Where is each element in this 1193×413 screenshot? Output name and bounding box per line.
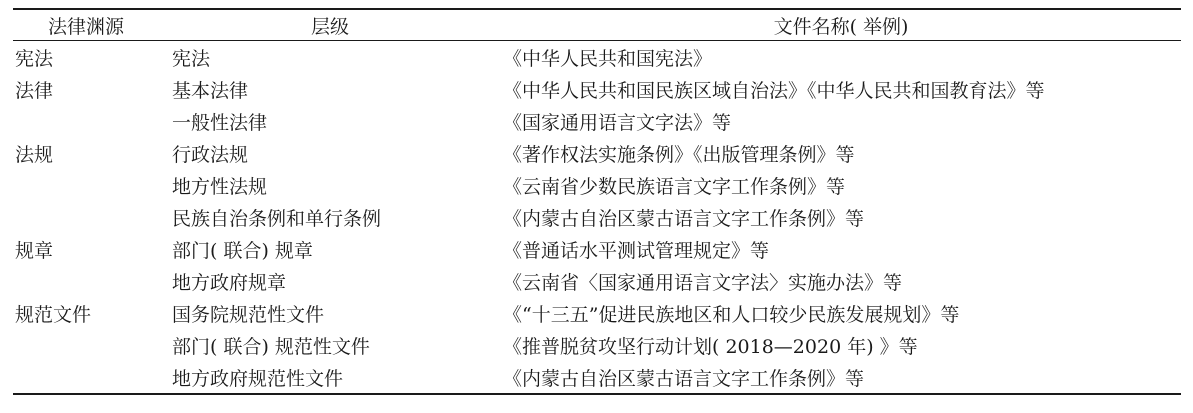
header-level: 层级 <box>310 15 349 38</box>
header-legal-source: 法律渊源 <box>47 15 124 38</box>
cell-level: 宪法 <box>172 47 211 70</box>
cell-legal-source <box>13 329 159 361</box>
cell-document-name: 《云南省少数民族语言文字工作条例》等 <box>503 175 846 198</box>
cell-document-name: 《内蒙古自治区蒙古语言文字工作条例》等 <box>503 207 865 230</box>
cell-document-name: 《中华人民共和国宪法》 <box>503 47 713 70</box>
table-row <box>13 233 1181 265</box>
cell-document-name: 《中华人民共和国民族区域自治法》《中华人民共和国教育法》等 <box>503 79 1045 102</box>
cell-level: 地方政府规章 <box>172 271 287 294</box>
cell-legal-source <box>13 169 159 201</box>
cell-level: 一般性法律 <box>172 111 268 134</box>
cell-legal-source: 法规 <box>15 143 54 166</box>
cell-level: 部门( 联合) 规章 <box>172 239 313 262</box>
legal-sources-table-container <box>13 8 1181 395</box>
cell-level: 部门( 联合) 规范性文件 <box>172 335 370 358</box>
legal-sources-table <box>13 8 1181 395</box>
cell-document-name: 《“十三五”促进民族地区和人口较少民族发展规划》等 <box>503 303 960 326</box>
cell-legal-source: 宪法 <box>15 47 54 70</box>
cell-document-name: 《云南省〈国家通用语言文字法〉实施办法》等 <box>503 271 903 294</box>
cell-document-name: 《普通话水平测试管理规定》等 <box>503 239 770 262</box>
table-row <box>13 169 1181 201</box>
table-row <box>13 201 1181 233</box>
table-row <box>13 137 1181 169</box>
table-row <box>13 361 1181 394</box>
cell-legal-source <box>13 361 159 394</box>
table-row <box>13 73 1181 105</box>
cell-legal-source: 规范文件 <box>15 303 92 326</box>
cell-document-name: 《推普脱贫攻坚行动计划( 2018—2020 年) 》等 <box>503 335 918 358</box>
table-row <box>13 297 1181 329</box>
cell-level: 基本法律 <box>172 79 249 102</box>
cell-level: 地方性法规 <box>172 175 268 198</box>
cell-legal-source <box>13 201 159 233</box>
cell-document-name: 《著作权法实施条例》《出版管理条例》等 <box>503 143 855 166</box>
table-header-row <box>13 9 1181 41</box>
cell-legal-source: 规章 <box>15 239 54 262</box>
cell-level: 国务院规范性文件 <box>172 303 325 326</box>
cell-level: 民族自治条例和单行条例 <box>172 207 382 230</box>
header-document-name: 文件名称( 举例) <box>773 15 909 38</box>
cell-level: 行政法规 <box>172 143 249 166</box>
cell-document-name: 《内蒙古自治区蒙古语言文字工作条例》等 <box>503 367 865 390</box>
table-row <box>13 265 1181 297</box>
table-row <box>13 105 1181 137</box>
cell-document-name: 《国家通用语言文字法》等 <box>503 111 732 134</box>
cell-legal-source: 法律 <box>15 79 54 102</box>
cell-level: 地方政府规范性文件 <box>172 367 344 390</box>
table-row <box>13 329 1181 361</box>
table-row <box>13 41 1181 74</box>
cell-legal-source <box>13 265 159 297</box>
cell-legal-source <box>13 105 159 137</box>
